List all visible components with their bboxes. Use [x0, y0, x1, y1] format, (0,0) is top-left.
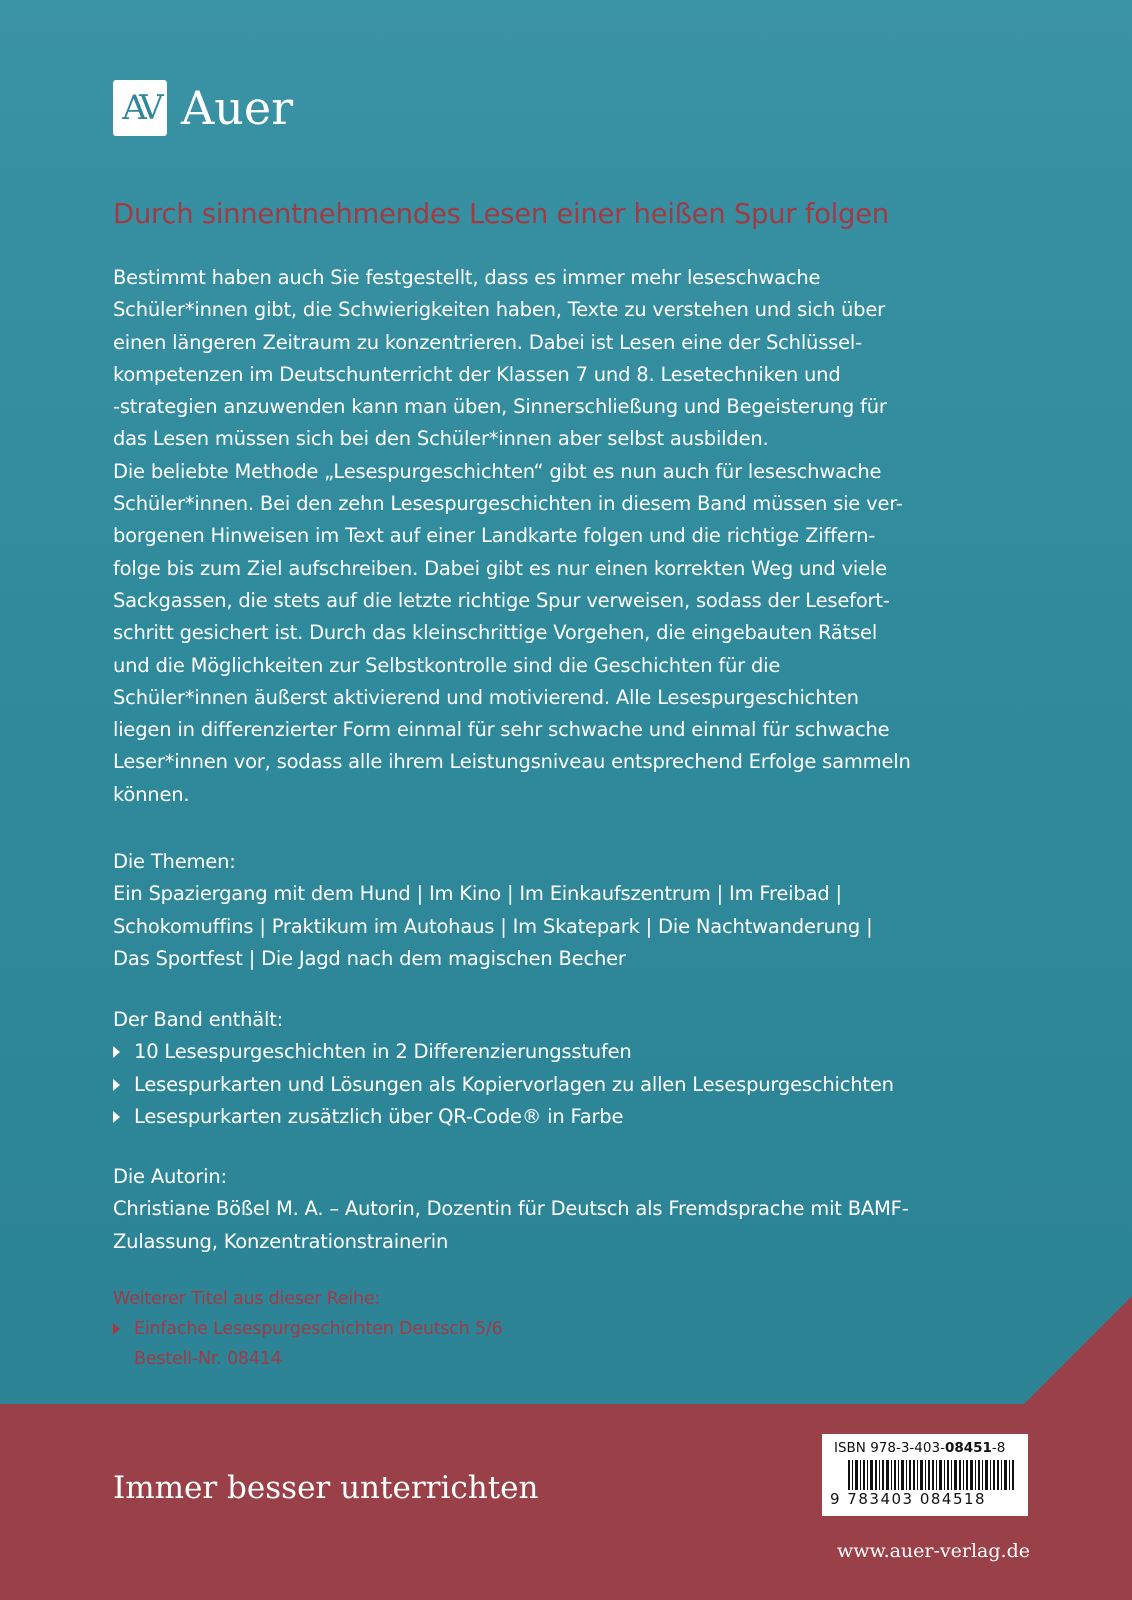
- barcode-icon: [848, 1460, 1016, 1490]
- author-bio: Christiane Bößel M. A. – Autorin, Dozentin für Deutsch als Fremdsprache mit BAMF- Zulassung, Konzentrationstrainerin: [113, 1197, 909, 1253]
- themes-list: Ein Spaziergang mit dem Hund | Im Kino | Im Einkaufszentrum | Im Freibad | Schokomuffins | Praktikum im Autohaus | Im Skatepark | Die Nachtwanderung | Das Sportfest | Die Jagd nach dem magischen Becher: [113, 882, 873, 970]
- series-item: [113, 1314, 1033, 1374]
- series-order-number: Bestell-Nr. 08414: [134, 1349, 282, 1369]
- description-text: Bestimmt haben auch Sie festgestellt, dass es immer mehr leseschwache Schüler*innen gibt, die Schwierigkeiten haben, Texte zu verstehen und sich über einen längeren Zeitraum zu konzentrieren. Dabei ist Lesen eine der Schlüssel- kompetenzen im Deutschunterricht der Klassen 7 und 8. Lesetechniken und -strategien anzuwenden kann man üben, Sinnerschließung und Begeisterung für das Lesen müssen sich bei den Schüler*innen aber selbst ausbilden. Die beliebte Methode „Lesespurgeschichten“ gibt es nun auch für leseschwache Schüler*innen. Bei den zehn Lesespurgeschichten in diesem Band müssen sie ver- borgenen Hinweisen im Text auf einer Landkarte folgen und die richtige Ziffern- folge bis zum Ziel aufschreiben. Dabei gibt es nur einen korrekten Weg und viele Sackgassen, die stets auf die letzte richtige Spur verweisen, sodass der Lesefort- schritt gesichert ist. Durch das kleinschrittige Vorgehen, die eingebauten Rätsel und die Möglichkeiten zur Selbstkontrolle sind die Geschichten für die Schüler*innen äußerst aktivierend und motivierend. Alle Lesespurgeschichten liegen in differenzierter Form einmal für sehr schwache und einmal für schwache Leser*innen vor, sodass alle ihrem Leistungsniveau entsprechend Erfolge sammeln können.: [113, 266, 911, 806]
- triangle-bullet-icon: [113, 1046, 120, 1058]
- headline: Durch sinnentnehmendes Lesen einer heißen Spur folgen: [113, 198, 889, 230]
- triangle-bullet-icon: [113, 1079, 120, 1091]
- footer-band: [0, 1404, 1132, 1600]
- triangle-bullet-icon: [113, 1111, 120, 1123]
- list-item: Lesespurkarten zusätzlich über QR-Code® in Farbe: [113, 1101, 1033, 1133]
- author-heading: Die Autorin:: [113, 1165, 227, 1188]
- publisher-name: Auer: [181, 81, 294, 135]
- barcode-digits: 9 783403 084518: [830, 1490, 987, 1508]
- list-item: Lesespurkarten und Lösungen als Kopiervorlagen zu allen Lesespurgeschichten: [113, 1069, 1033, 1101]
- isbn-label: ISBN 978-3-403-08451-8: [834, 1440, 1006, 1456]
- contents-section: [113, 1004, 1033, 1133]
- contents-list: [113, 1036, 1033, 1133]
- publisher-logo: [113, 80, 293, 136]
- triangle-bullet-icon: [113, 1323, 120, 1335]
- contents-heading: Der Band enthält:: [113, 1008, 284, 1031]
- series-section: [113, 1284, 1033, 1374]
- logo-mark: AV: [113, 80, 167, 136]
- series-heading: Weiterer Titel aus dieser Reihe:: [113, 1289, 381, 1309]
- isbn-barcode-box: [822, 1434, 1028, 1516]
- themes-section: [113, 846, 1033, 975]
- themes-heading: Die Themen:: [113, 850, 236, 873]
- author-section: [113, 1161, 1033, 1258]
- website-url: www.auer-verlag.de: [837, 1540, 1030, 1562]
- tagline: Immer besser unterrichten: [113, 1470, 539, 1506]
- list-item: 10 Lesespurgeschichten in 2 Differenzierungsstufen: [113, 1036, 1033, 1068]
- series-title: Einfache Lesespurgeschichten Deutsch 5/6: [134, 1319, 503, 1339]
